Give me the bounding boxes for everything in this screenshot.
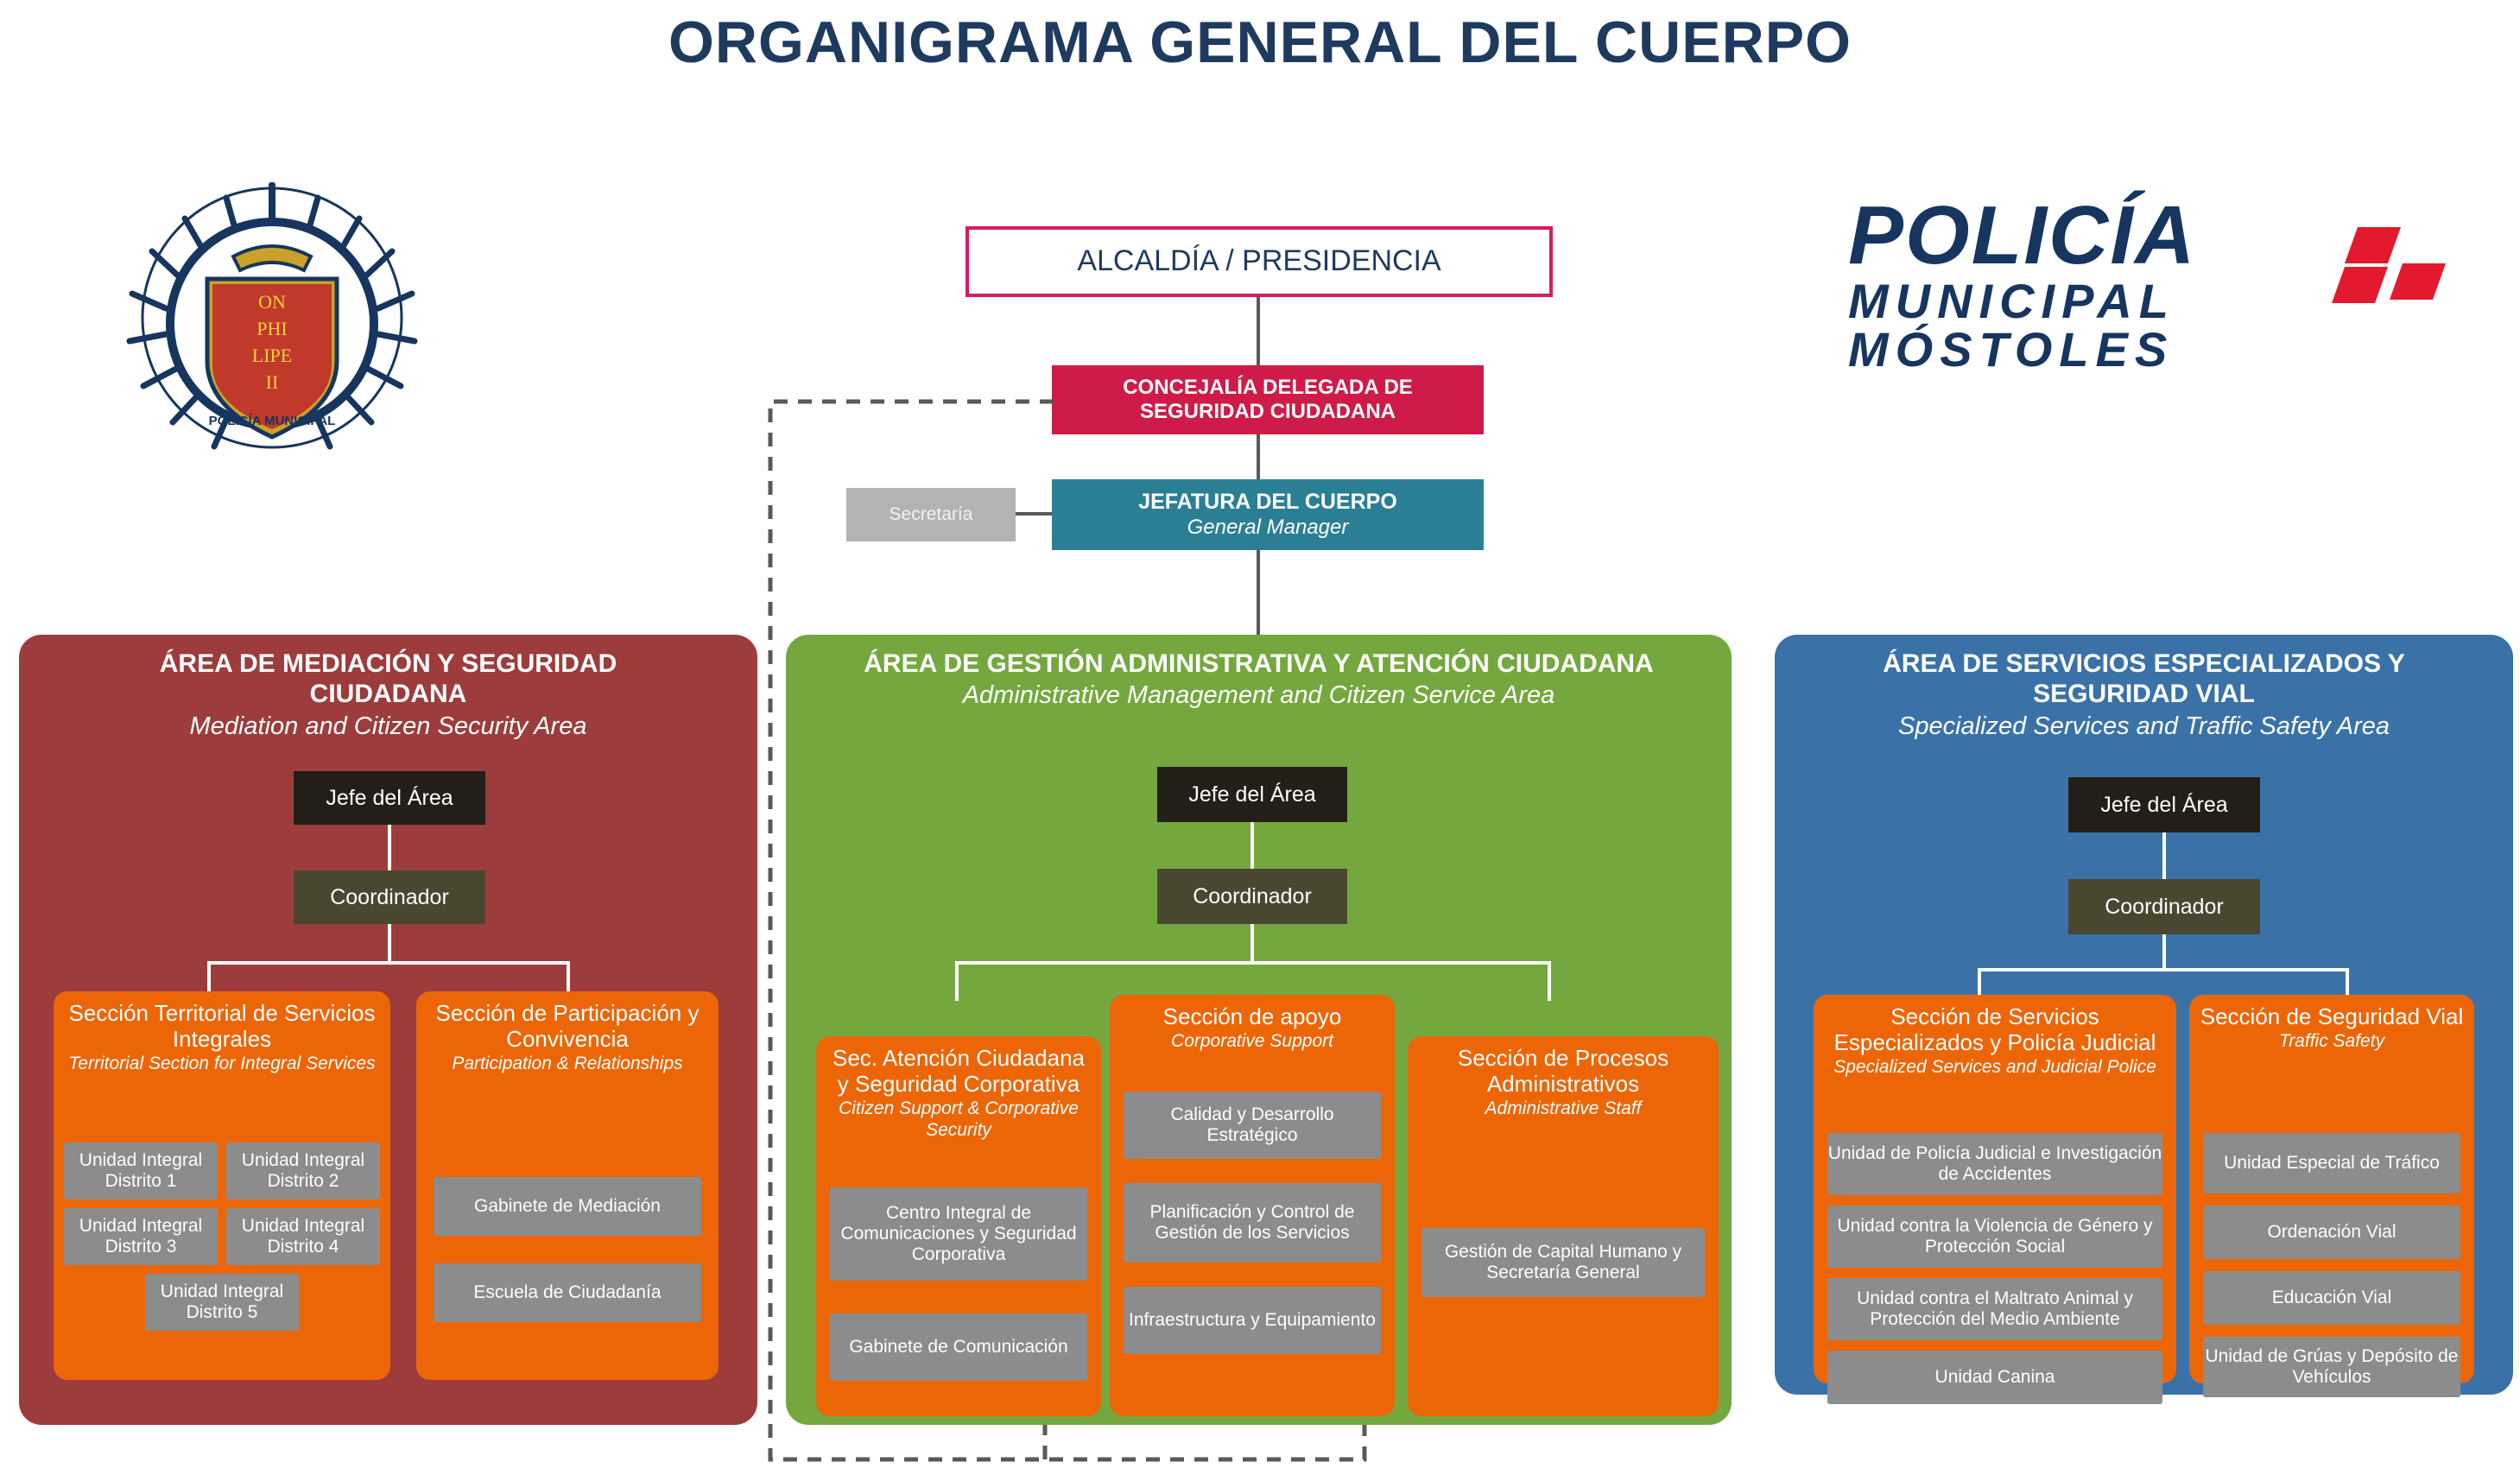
node-jefe-del-area-gestion: Jefe del Área (1157, 767, 1347, 822)
unit-violencia-genero: Unidad contra la Violencia de Género y Protección Social (1827, 1206, 2162, 1268)
section-card-participacion (416, 991, 719, 1380)
police-crest-icon (104, 177, 440, 462)
connector-coordinador-branch-gestion (1251, 924, 1254, 964)
concejalia-line-2: SEGURIDAD CIUDADANA (1139, 400, 1396, 423)
concejalia-line-1: CONCEJALÍA DELEGADA DE (1123, 376, 1413, 400)
svg-text:LIPE: LIPE (251, 345, 293, 366)
section-participacion-subtitle: Participation & Relationships (452, 1054, 683, 1074)
connector-alcaldia-concejalia (1257, 297, 1260, 365)
unit-planificacion-control: Planificación y Control de Gestión de los Servicios (1124, 1183, 1381, 1263)
connector-branch-bar-mediacion (207, 961, 570, 965)
section-card-apoyo (1110, 995, 1395, 1416)
svg-text:ON: ON (258, 291, 286, 313)
section-territorial-title: Sección Territorial de Servicios Integrales (68, 1000, 376, 1053)
section-card-seguridad-vial (2189, 995, 2474, 1387)
unit-gabinete-mediacion: Gabinete de Mediación (434, 1177, 701, 1236)
section-procesos-subtitle: Administrative Staff (1485, 1098, 1642, 1119)
unit-policia-judicial: Unidad de Policía Judicial e Investigación de Accidentes (1827, 1133, 2162, 1195)
unit-distrito-2: Unidad Integral Distrito 2 (226, 1142, 380, 1199)
unit-gabinete-comunicacion: Gabinete de Comunicación (830, 1313, 1087, 1381)
unit-especial-trafico: Unidad Especial de Tráfico (2203, 1133, 2460, 1193)
checker-flag-icon (2306, 210, 2461, 339)
page-title: ORGANIGRAMA GENERAL DEL CUERPO (668, 9, 1852, 75)
policia-municipal-wordmark-logo (1848, 189, 2453, 410)
jefatura-line-1: JEFATURA DEL CUERPO (1138, 490, 1397, 515)
wordmark-line-2: MUNICIPAL (1848, 274, 2175, 328)
section-apoyo-subtitle: Corporative Support (1171, 1031, 1333, 1052)
connector-branch-left-servicios (1978, 968, 1981, 997)
area-servicios-title-line-2: SEGURIDAD VIAL (2033, 680, 2255, 709)
unit-infraestructura-equipamiento: Infraestructura y Equipamiento (1124, 1287, 1381, 1354)
connector-branch-left-gestion (955, 961, 959, 1001)
node-alcaldia-presidencia: ALCALDÍA / PRESIDENCIA (966, 226, 1553, 297)
area-mediacion-title-line-2: CIUDADANA (309, 680, 467, 709)
unit-distrito-1: Unidad Integral Distrito 1 (64, 1142, 218, 1199)
connector-branch-bar-gestion (955, 961, 1551, 965)
section-card-procesos-administrativos (1408, 1036, 1719, 1416)
area-gestion-subtitle: Administrative Management and Citizen Service Area (962, 681, 1555, 710)
node-jefe-del-area-servicios: Jefe del Área (2068, 777, 2260, 832)
svg-text:II: II (265, 371, 279, 393)
node-secretaria: Secretaría (846, 488, 1016, 541)
section-atencion-subtitle: Citizen Support & Corporative Security (839, 1098, 1079, 1140)
wordmark-line-3: MÓSTOLES (1848, 322, 2175, 377)
section-card-servicios-especializados (1814, 995, 2176, 1387)
section-procesos-title: Sección de Procesos Administrativos (1457, 1045, 1669, 1098)
svg-text:POLICÍA MUNICIPAL: POLICÍA MUNICIPAL (208, 414, 336, 428)
unit-distrito-3: Unidad Integral Distrito 3 (64, 1208, 218, 1265)
section-vial-title: Sección de Seguridad Vial (2200, 1003, 2464, 1029)
section-card-territorial (54, 991, 390, 1380)
section-apoyo-title: Sección de apoyo (1162, 1003, 1342, 1029)
node-jefe-del-area-mediacion: Jefe del Área (294, 771, 485, 825)
unit-gestion-capital-humano: Gestión de Capital Humano y Secretaría General (1421, 1228, 1705, 1297)
area-servicios-title-line-1: ÁREA DE SERVICIOS ESPECIALIZADOS Y (1883, 649, 2405, 678)
unit-centro-integral-comunicaciones: Centro Integral de Comunicaciones y Seguridad Corporativa (830, 1187, 1087, 1281)
section-especializados-subtitle: Specialized Services and Judicial Police (1833, 1057, 2156, 1078)
section-atencion-title: Sec. Atención Ciudadana y Seguridad Corporativa (833, 1045, 1085, 1098)
connector-jefe-coordinador-servicios (2162, 832, 2166, 883)
section-card-atencion-ciudadana (816, 1036, 1101, 1416)
unit-gruas-deposito: Unidad de Grúas y Depósito de Vehículos (2203, 1337, 2460, 1397)
unit-educacion-vial: Educación Vial (2203, 1271, 2460, 1325)
unit-calidad-desarrollo: Calidad y Desarrollo Estratégico (1124, 1092, 1381, 1159)
unit-ordenacion-vial: Ordenación Vial (2203, 1206, 2460, 1259)
area-mediacion-subtitle: Mediation and Citizen Security Area (189, 712, 587, 740)
connector-jefe-coordinador-mediacion (388, 825, 391, 877)
unit-canina: Unidad Canina (1827, 1351, 2162, 1404)
connector-coordinador-branch-servicios (2162, 934, 2166, 971)
connector-branch-right-gestion (1548, 961, 1551, 1001)
connector-coordinador-branch-mediacion (388, 924, 391, 964)
svg-text:PHI: PHI (256, 318, 288, 339)
connector-jefe-coordinador-gestion (1251, 822, 1254, 872)
section-vial-subtitle: Traffic Safety (2278, 1031, 2385, 1052)
wordmark-line-1: POLICÍA (1848, 189, 2197, 282)
connector-branch-right-mediacion (567, 961, 570, 994)
unit-distrito-5: Unidad Integral Distrito 5 (145, 1274, 299, 1331)
section-participacion-title: Sección de Participación y Convivencia (435, 1000, 700, 1053)
unit-distrito-4: Unidad Integral Distrito 4 (226, 1208, 380, 1265)
connector-branch-right-servicios (2346, 968, 2349, 997)
node-coordinador-servicios: Coordinador (2068, 879, 2260, 934)
node-coordinador-gestion: Coordinador (1157, 869, 1347, 924)
node-coordinador-mediacion: Coordinador (294, 870, 485, 924)
area-mediacion-title-line-1: ÁREA DE MEDIACIÓN Y SEGURIDAD (159, 649, 617, 678)
unit-maltrato-animal: Unidad contra el Maltrato Animal y Protección del Medio Ambiente (1827, 1278, 2162, 1340)
area-servicios-subtitle: Specialized Services and Traffic Safety Area (1898, 712, 2390, 740)
connector-branch-left-mediacion (207, 961, 211, 994)
connector-branch-bar-servicios (1978, 968, 2349, 972)
section-especializados-title: Sección de Servicios Especializados y Policía Judicial (1833, 1003, 2156, 1056)
unit-escuela-ciudadania: Escuela de Ciudadanía (434, 1263, 701, 1322)
jefatura-line-2: General Manager (1187, 516, 1349, 539)
area-gestion-title-line-1: ÁREA DE GESTIÓN ADMINISTRATIVA Y ATENCIÓN CIUDADANA (864, 649, 1654, 678)
section-territorial-subtitle: Territorial Section for Integral Services (68, 1054, 376, 1074)
